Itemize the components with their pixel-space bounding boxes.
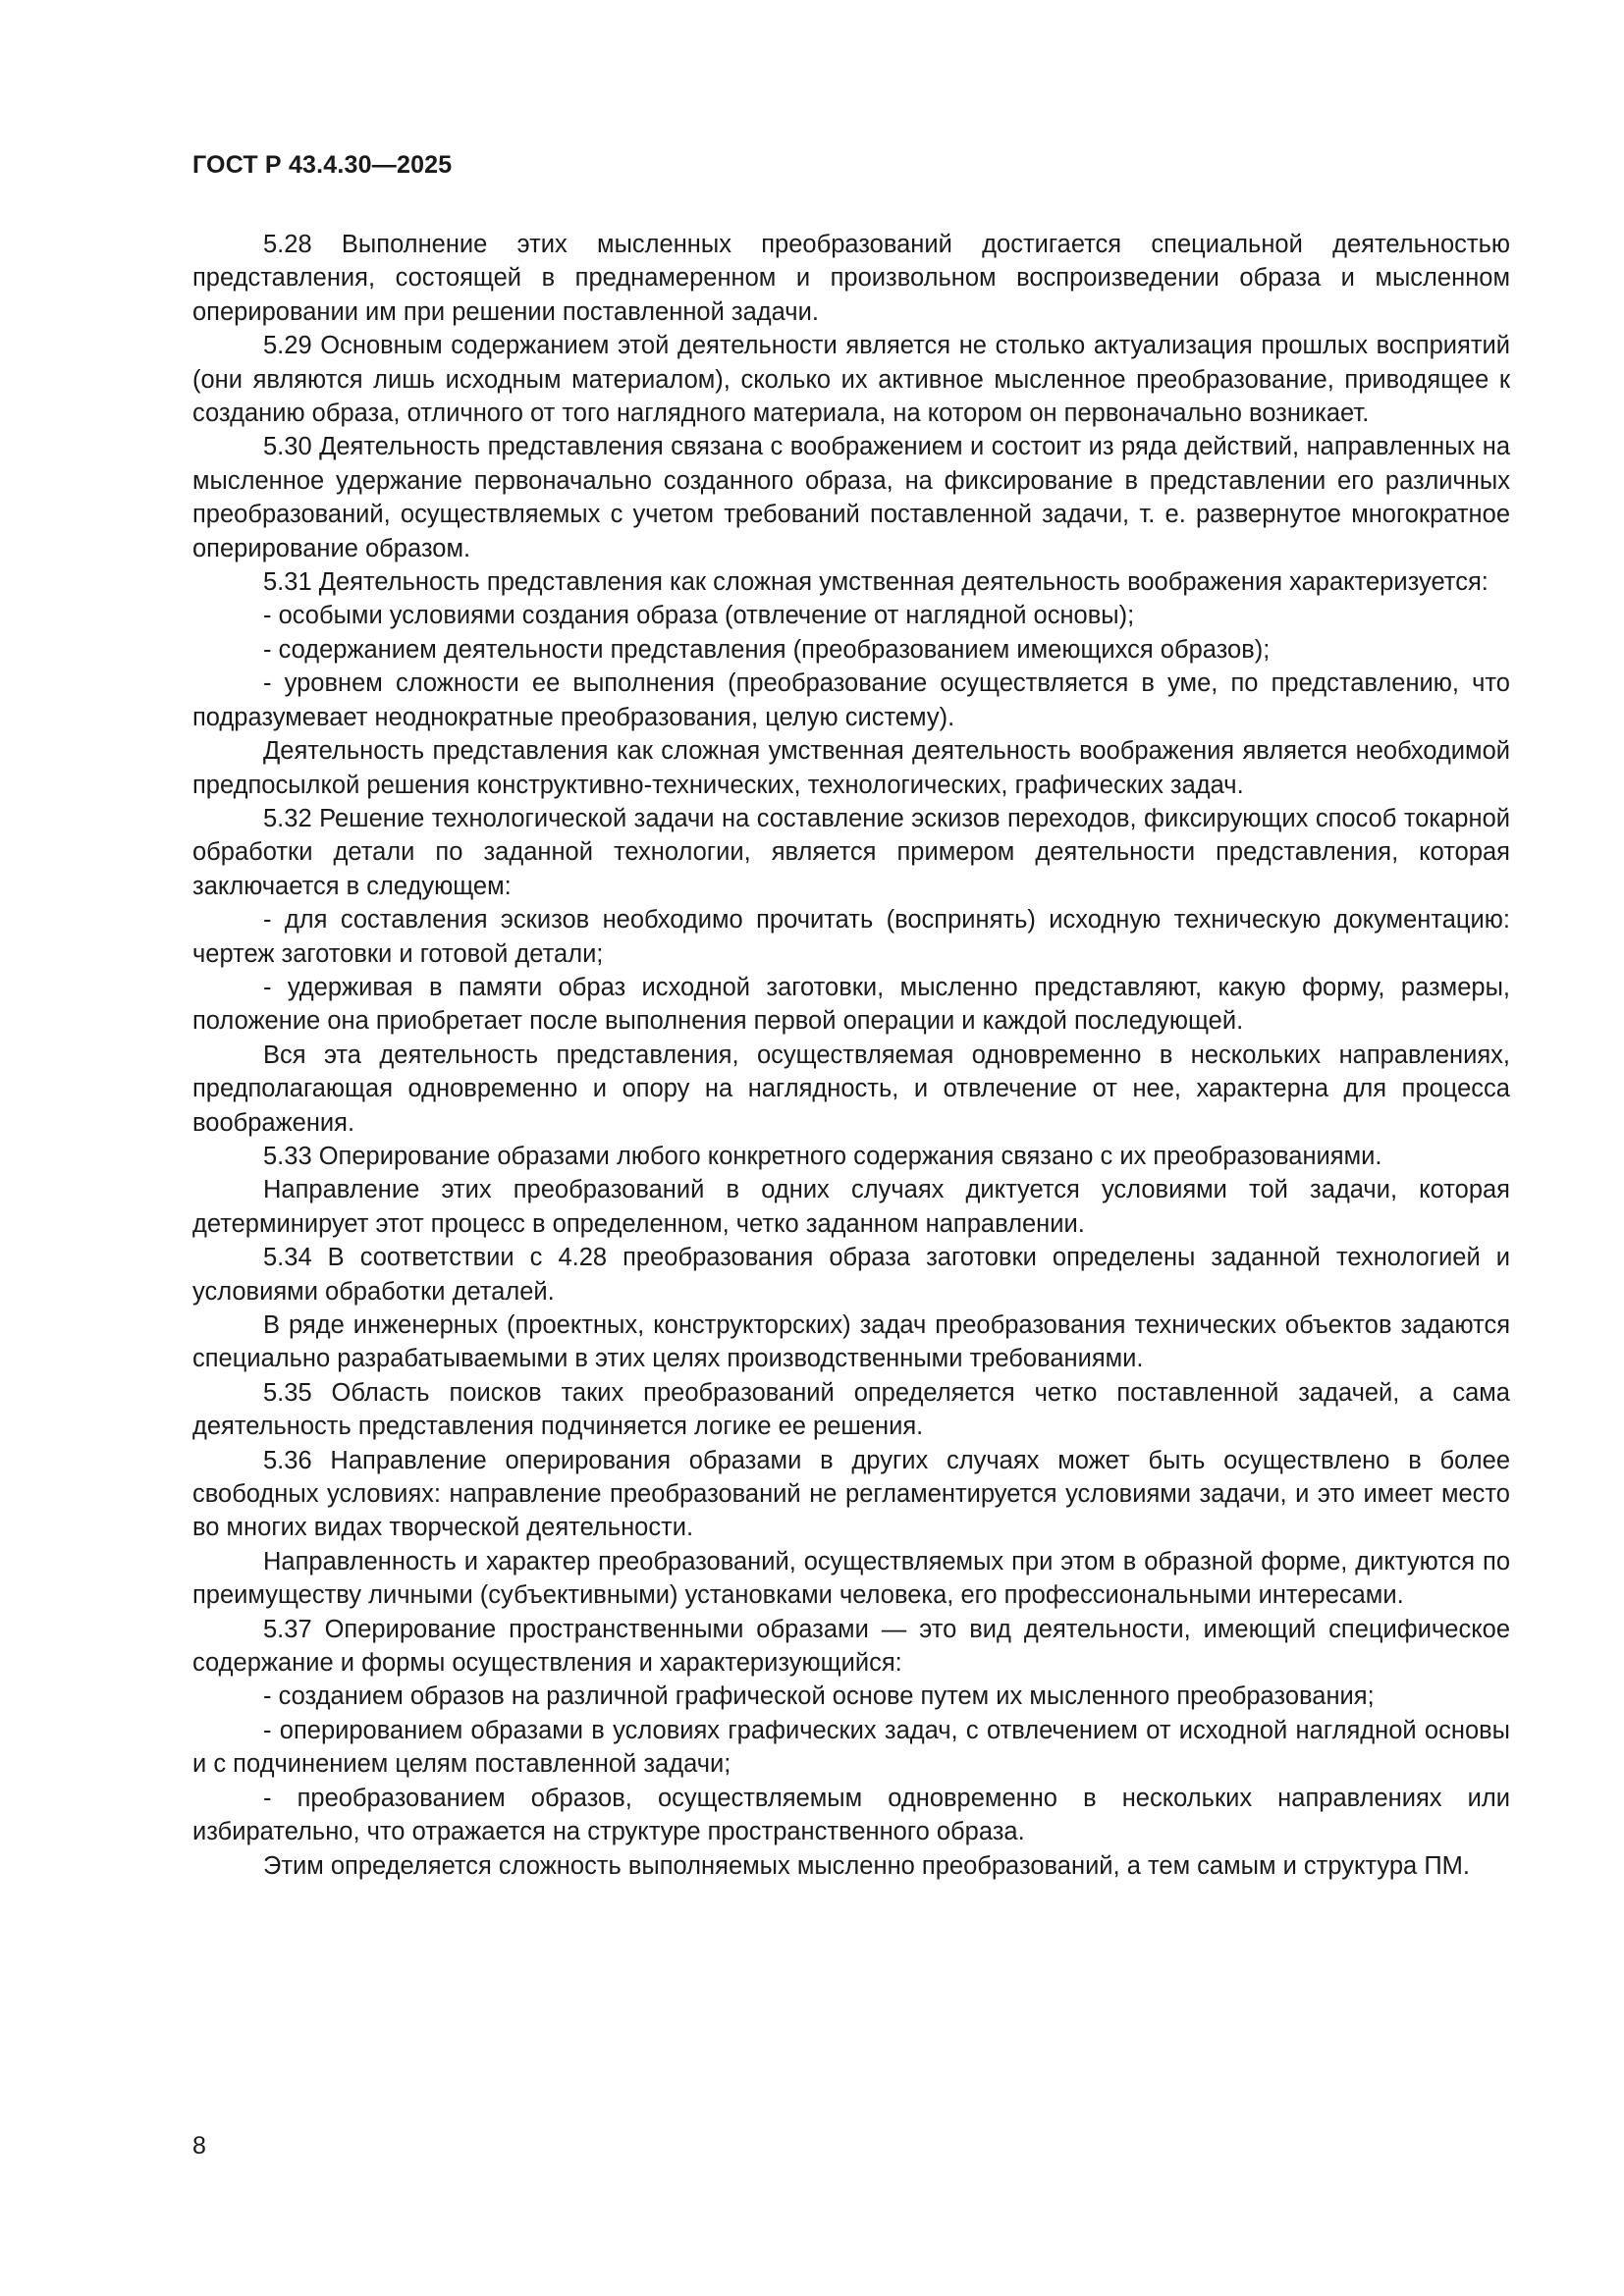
paragraph-5-28: 5.28 Выполнение этих мысленных преобразований достигается специальной деятельностью представления, состоящей в преднамеренном и произвольном воспроизведении образа и мысленном оперировании им при решении поставленной задачи. [192,231,1510,326]
list-item: - оперированием образами в условиях графических задач, с отвлечением от исходной наглядной основы и с подчинением целям поставленной задачи; [192,1716,1510,1779]
paragraph-5-34: 5.34 В соответствии с 4.28 преобразования образа заготовки определены заданной технологией и условиями обработки деталей. [192,1244,1510,1306]
list-item: - удерживая в памяти образ исходной заготовки, мысленно представляют, какую форму, размеры, положение она приобретает после выполнения первой операции и каждой последующей. [192,973,1510,1036]
paragraph: Этим определяется сложность выполняемых мысленно преобразований, а тем самым и структура ПМ. [263,1851,1470,1880]
paragraph: Деятельность представления как сложная умственная деятельность воображения является необходимой предпосылкой решения конструктивно-технических, технологических, графических задач. [192,737,1510,799]
paragraph: Направленность и характер преобразований, осуществляемых при этом в образной форме, диктуются по преимуществу личными (субъективными) установками человека, его профессиональными интересами. [192,1547,1510,1610]
paragraph-5-36: 5.36 Направление оперирования образами в других случаях может быть осуществлено в более свободных условиях: направление преобразований не регламентируется условиями задачи, и это имеет место во многих видах творческой деятельности. [192,1446,1510,1542]
paragraph-5-32: 5.32 Решение технологической задачи на составление эскизов переходов, фиксирующих способ токарной обработки детали по заданной технологии, является примером деятельности представления, которая заключается в следующем: [192,804,1510,900]
paragraph: Направление этих преобразований в одних случаях диктуется условиями той задачи, которая детерминирует этот процесс в определенном, четко заданном направлении. [192,1176,1510,1238]
document-body [192,228,1510,1883]
paragraph-5-35: 5.35 Область поисков таких преобразований определяется четко поставленной задачей, а сама деятельность представления подчиняется логике ее решения. [192,1378,1510,1441]
list-item: - особыми условиями создания образа (отвлечение от наглядной основы); [263,602,1135,630]
paragraph-5-37: 5.37 Оперирование пространственными образами — это вид деятельности, имеющий специфическое содержание и формы осуществления и характеризующийся: [192,1615,1510,1678]
paragraph-5-30: 5.30 Деятельность представления связана с воображением и состоит из ряда действий, направленных на мысленное удержание первоначально созданного образа, на фиксирование в представлении его различных преобразований, осуществляемых с учетом требований поставленной задачи, т. е. развернутое многократное оперирование образом. [192,433,1510,562]
list-item: - созданием образов на различной графической основе путем их мысленного преобразования; [263,1682,1375,1711]
paragraph: В ряде инженерных (проектных, конструкторских) задач преобразования технических объектов задаются специально разрабатываемыми в этих целях производственными требованиями. [192,1311,1510,1373]
list-item: - содержанием деятельности представления (преобразованием имеющихся образов); [263,635,1271,664]
document-code-header: ГОСТ Р 43.4.30—2025 [192,151,453,179]
paragraph-5-33: 5.33 Оперирование образами любого конкретного содержания связано с их преобразованиями. [263,1142,1382,1170]
list-item: - для составления эскизов необходимо прочитать (воспринять) исходную техническую документацию: чертеж заготовки и готовой детали; [192,906,1510,968]
list-item: - преобразованием образов, осуществляемым одновременно в нескольких направлениях или избирательно, что отражается на структуре пространственного образа. [192,1784,1510,1846]
list-item: - уровнем сложности ее выполнения (преобразование осуществляется в уме, по представлению, что подразумевает неоднократные преобразования, целую систему). [192,669,1510,731]
paragraph: Вся эта деятельность представления, осуществляемая одновременно в нескольких направлениях, предполагающая одновременно и опору на наглядность, и отвлечение от нее, характерна для процесса воображения. [192,1041,1510,1137]
paragraph-5-29: 5.29 Основным содержанием этой деятельности является не столько актуализация прошлых восприятий (они являются лишь исходным материалом), сколько их активное мысленное преобразование, приводящее к созданию образа, отличного от того наглядного материала, на котором он первоначально возникает. [192,332,1510,428]
paragraph-5-31: 5.31 Деятельность представления как сложная умственная деятельность воображения характеризуется: [263,568,1489,597]
page-number: 8 [192,2132,206,2160]
